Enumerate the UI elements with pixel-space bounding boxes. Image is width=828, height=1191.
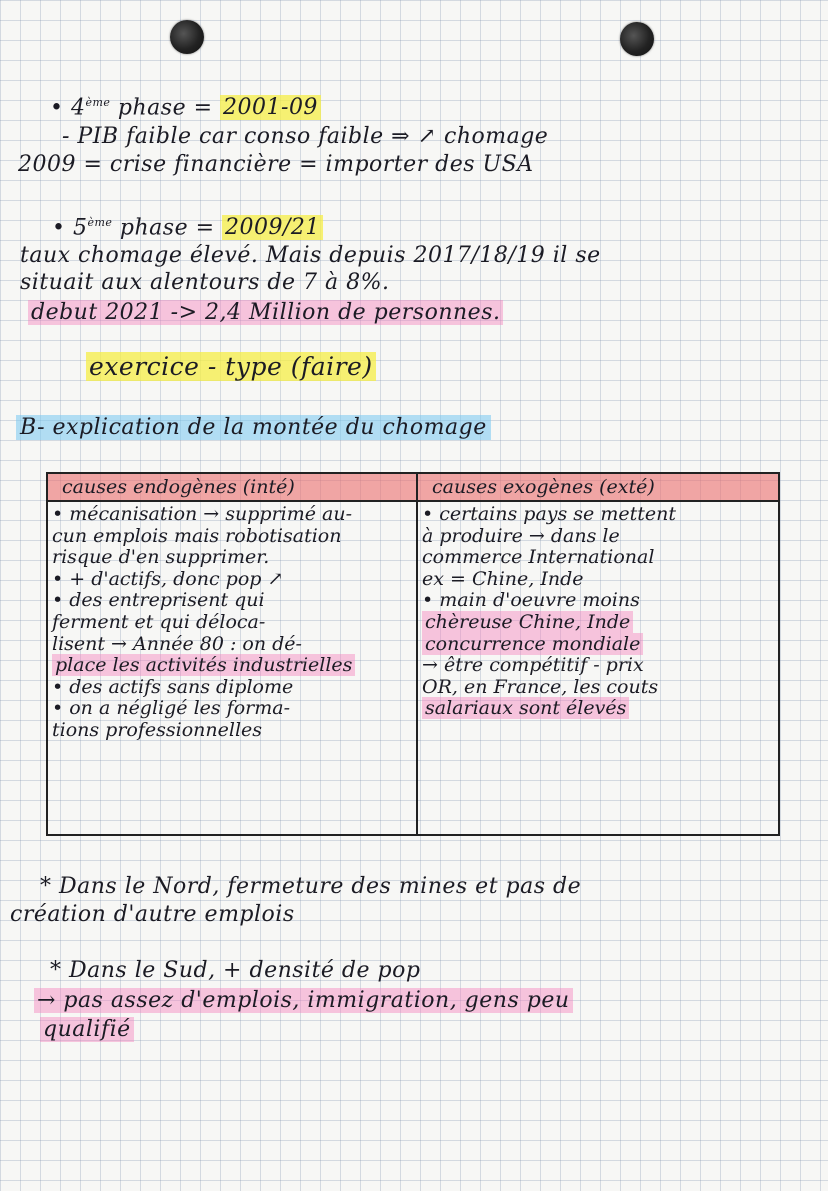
nord-line1: * Dans le Nord, fermeture des mines et pas de	[40, 874, 582, 899]
endogenous-line: lisent → Année 80 : on dé-	[52, 632, 302, 655]
exercise-text: exercice - type (faire)	[86, 352, 376, 381]
phase5-bullet: • 5	[52, 215, 88, 241]
endogenous-header: causes endogènes (inté)	[48, 474, 416, 502]
phase5-label: phase =	[112, 215, 223, 241]
exogenous-line: → être compétitif - prix	[422, 654, 644, 677]
exercise-note	[86, 354, 376, 380]
endogenous-column	[48, 474, 418, 834]
phase4-line3: 2009 = crise financière = importer des USA	[18, 152, 534, 177]
exogenous-line: • certains pays se mettent	[422, 503, 676, 525]
exogenous-header: causes exogènes (exté)	[418, 474, 778, 502]
exogenous-line	[418, 698, 778, 720]
section-title	[16, 415, 491, 441]
exogenous-line: OR, en France, les couts	[422, 675, 659, 698]
endogenous-line-highlight: place les activités industrielles	[52, 654, 355, 676]
phase4-line2: - PIB faible car conso faible ⇒ ↗ chomage	[62, 124, 549, 149]
phase5-heading	[52, 210, 323, 241]
exogenous-line	[418, 634, 778, 656]
phase5-line3: situait aux alentours de 7 à 8%.	[20, 270, 390, 295]
exogenous-line-highlight: concurrence mondiale	[422, 633, 643, 655]
endogenous-line: • des actifs sans diplome	[52, 675, 294, 698]
endogenous-line: risque d'en supprimer.	[52, 546, 270, 569]
causes-table	[46, 472, 780, 836]
phase5-line4-text: debut 2021 -> 2,4 Million de personnes.	[28, 300, 503, 325]
endogenous-line: tions professionnelles	[52, 718, 263, 741]
phase5-line2: taux chomage élevé. Mais depuis 2017/18/19 il se	[20, 243, 601, 268]
sud-line2	[34, 988, 573, 1014]
phase4-label: phase =	[110, 95, 221, 121]
sud-line1: * Dans le Sud, + densité de pop	[50, 958, 421, 983]
exogenous-line: à produire → dans le	[422, 524, 620, 547]
endogenous-line: • + d'actifs, donc pop ↗	[52, 567, 284, 590]
endogenous-line: ferment et qui déloca-	[52, 610, 266, 633]
phase4-heading	[50, 90, 321, 121]
exogenous-line: ex = Chine, Inde	[422, 567, 584, 590]
endogenous-line: • des entreprisent qui	[52, 589, 265, 612]
exogenous-line: commerce International	[422, 546, 655, 569]
phase4-years: 2001-09	[220, 95, 321, 120]
sud-line3-text: qualifié	[40, 1017, 134, 1042]
sud-line2-text: → pas assez d'emplois, immigration, gens peu	[34, 988, 573, 1013]
exogenous-line-highlight: salariaux sont élevés	[422, 697, 629, 719]
exogenous-line	[418, 612, 778, 634]
phase4-bullet: • 4	[50, 95, 86, 121]
exogenous-column	[418, 474, 778, 834]
phase5-sup: ème	[87, 216, 113, 229]
endogenous-line: • on a négligé les forma-	[52, 697, 291, 720]
exogenous-line-highlight: chèreuse Chine, Inde	[422, 611, 633, 633]
phase5-years: 2009/21	[222, 215, 323, 240]
binder-hole-left	[170, 20, 204, 54]
exogenous-line: • main d'oeuvre moins	[422, 589, 640, 612]
nord-line2: création d'autre emplois	[10, 902, 295, 927]
endogenous-line: cun emplois mais robotisation	[52, 524, 342, 547]
endogenous-body	[48, 502, 416, 742]
endogenous-line	[48, 655, 416, 677]
binder-hole-right	[620, 22, 654, 56]
exogenous-body	[418, 502, 778, 720]
sud-line3	[40, 1017, 134, 1043]
endogenous-line: • mécanisation → supprimé au-	[52, 503, 353, 525]
section-title-text: B- explication de la montée du chomage	[16, 415, 491, 440]
phase4-sup: ème	[85, 96, 111, 109]
phase5-line4	[28, 300, 503, 326]
